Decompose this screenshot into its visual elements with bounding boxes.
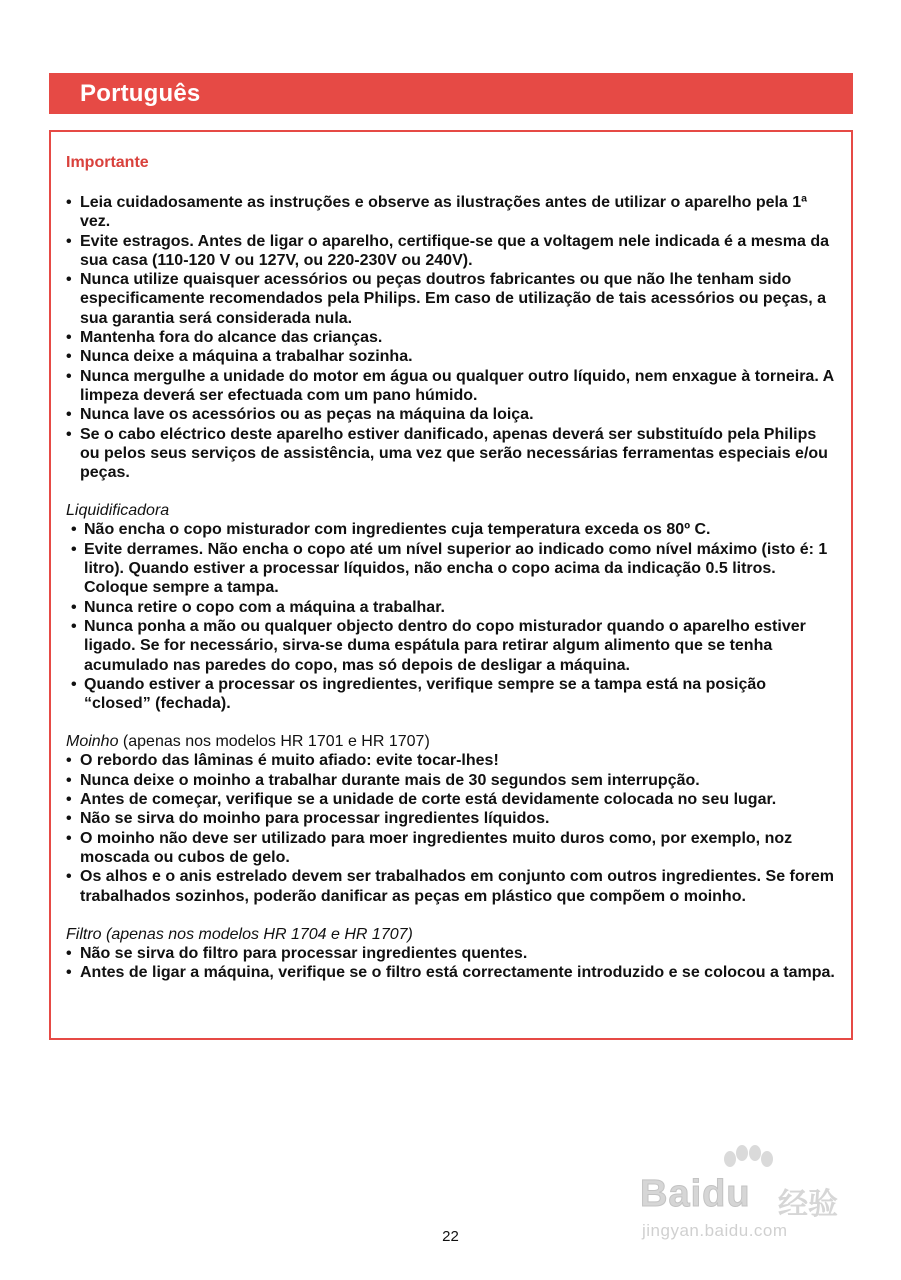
moinho-heading bbox=[66, 732, 837, 751]
list-item: • Não encha o copo misturador com ingredientes cuja temperatura exceda os 80º C. bbox=[66, 520, 837, 539]
list-item: • Nunca ponha a mão ou qualquer objecto dentro do copo misturador quando o aparelho estiver ligado. Se for necessário, sirva-se duma espátula para retirar algum alimento que se tenha acumulado nas paredes do copo, mas só depois de desligar a máquina. bbox=[66, 617, 837, 675]
filtro-title: Filtro (apenas nos modelos HR 1704 e HR 1707) bbox=[66, 925, 413, 943]
list-item: • Mantenha fora do alcance das crianças. bbox=[66, 328, 837, 347]
list-item: • Não se sirva do filtro para processar ingredientes quentes. bbox=[66, 944, 837, 963]
list-item: • Nunca retire o copo com a máquina a trabalhar. bbox=[66, 598, 837, 617]
list-item: • Leia cuidadosamente as instruções e observe as ilustrações antes de utilizar o aparelho pela 1ª vez. bbox=[66, 193, 837, 232]
filtro-list bbox=[66, 944, 837, 983]
list-item: • Nunca mergulhe a unidade do motor em água ou qualquer outro líquido, nem enxague à torneira. A limpeza deverá ser efectuada com um pano húmido. bbox=[66, 367, 837, 406]
list-item: • Não se sirva do moinho para processar ingredientes líquidos. bbox=[66, 809, 837, 828]
list-item: • Nunca deixe a máquina a trabalhar sozinha. bbox=[66, 347, 837, 366]
moinho-title: Moinho bbox=[66, 733, 119, 751]
list-item: • Os alhos e o anis estrelado devem ser trabalhados em conjunto com outros ingredientes. Se forem trabalhados sozinhos, poderão danificar as peças em plástico que compõem o moinho. bbox=[66, 867, 837, 906]
list-item: • O moinho não deve ser utilizado para moer ingredientes muito duros como, por exemplo, noz moscada ou cubos de gelo. bbox=[66, 829, 837, 868]
watermark-logo: Baidu bbox=[640, 1173, 751, 1215]
moinho-list bbox=[66, 751, 837, 905]
watermark-cn: 经验 bbox=[778, 1188, 838, 1221]
list-item: • Antes de começar, verifique se a unidade de corte está devidamente colocada no seu lugar. bbox=[66, 790, 837, 809]
warnings-box bbox=[49, 130, 853, 1040]
moinho-subtitle: (apenas nos modelos HR 1701 e HR 1707) bbox=[118, 733, 430, 751]
list-item: • Nunca deixe o moinho a trabalhar durante mais de 30 segundos sem interrupção. bbox=[66, 771, 837, 790]
section-title: Português bbox=[80, 80, 201, 107]
list-item: • Evite estragos. Antes de ligar o aparelho, certifique-se que a voltagem nele indicada é a mesma da sua casa (110-120 V ou 127V, ou 220-230V ou 240V). bbox=[66, 232, 837, 271]
section-header-bar bbox=[49, 73, 853, 114]
list-item: • Nunca lave os acessórios ou as peças na máquina da loiça. bbox=[66, 405, 837, 424]
list-item: • Nunca utilize quaisquer acessórios ou peças doutros fabricantes ou que não lhe tenham sido especificamente recomendados pela Philips. Em caso de utilização de tais acessórios ou peças, a sua garantia será considerada nula. bbox=[66, 270, 837, 328]
list-item: • Antes de ligar a máquina, verifique se o filtro está correctamente introduzido e se colocou a tampa. bbox=[66, 963, 837, 982]
filtro-heading bbox=[66, 925, 837, 944]
importante-heading: Importante bbox=[66, 154, 149, 171]
page-number: 22 bbox=[442, 1228, 459, 1245]
list-item: • Se o cabo eléctrico deste aparelho estiver danificado, apenas deverá ser substituído pela Philips ou pelos seus serviços de assistência, uma vez que serão necessárias ferramentas especiais e/ou peças. bbox=[66, 425, 837, 483]
list-item: • O rebordo das lâminas é muito afiado: evite tocar-lhes! bbox=[66, 751, 837, 770]
importante-list bbox=[66, 193, 837, 482]
liquidificadora-title: Liquidificadora bbox=[66, 502, 170, 520]
list-item: • Evite derrames. Não encha o copo até um nível superior ao indicado como nível máximo (isto é: 1 litro). Quando estiver a processar líquidos, não encha o copo acima da indicação 0.5 litros. Coloque sempre a tampa. bbox=[66, 540, 837, 598]
watermark-url: jingyan.baidu.com bbox=[642, 1221, 788, 1240]
list-item: • Quando estiver a processar os ingredientes, verifique sempre se a tampa está na posição “closed” (fechada). bbox=[66, 675, 837, 714]
liquidificadora-list bbox=[66, 520, 837, 713]
liquidificadora-heading bbox=[66, 501, 837, 520]
